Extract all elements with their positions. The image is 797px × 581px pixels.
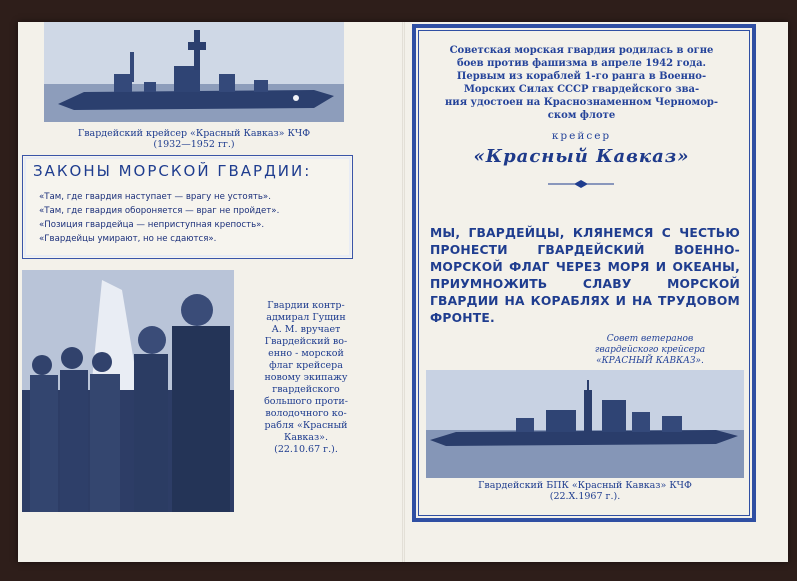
veterans-council-signature: Совет ветеранов гвардейского крейсера «КРАСНЫЙ КАВКАЗ».	[594, 334, 706, 366]
flag-ceremony-photo	[22, 270, 234, 512]
cruiser-photo	[44, 22, 344, 122]
guard-oath: МЫ, ГВАРДЕЙЦЫ, КЛЯНЕМСЯ С ЧЕСТЬЮ ПРОНЕСТИ ГВАРДЕЙСКИЙ ВОЕННО-МОРСКОЙ ФЛАГ ЧЕРЕЗ МОРЯ И ОКЕАНЫ, ПРИУМНОЖИТЬ СЛАВУ МОРСКОЙ ГВАРДИИ НА КОРАБЛЯХ И НА ТРУДОВОМ ФРОНТЕ.	[430, 226, 740, 325]
intro-text: Советская морская гвардия родилась в огне боев против фашизма в апреле 1942 года. Первым из кораблей 1-го ранга в Военно- Морских Силах СССР гвардейского зва- ния удостоен на Краснознаменном Черномор- ском флоте	[444, 45, 719, 121]
bpk-ship-caption: Гвардейский БПК «Красный Кавказ» КЧФ (22.X.1967 г.).	[478, 480, 692, 502]
ship-name-title: «Красный Кавказ»	[473, 146, 690, 167]
ship-type-label: крейсер	[551, 130, 612, 142]
law-item: «Позиция гвардейца — неприступная крепость».	[39, 220, 265, 230]
bpk-ship-photo	[426, 370, 744, 478]
laws-title: ЗАКОНЫ МОРСКОЙ ГВАРДИИ:	[33, 162, 312, 180]
law-item: «Там, где гвардия обороняется — враг не пройдет».	[39, 206, 280, 216]
laws-list	[39, 190, 349, 246]
flag-ceremony-illustration	[22, 270, 234, 512]
cruiser-illustration	[44, 22, 344, 122]
cruiser-photo-caption: Гвардейский крейсер «Красный Кавказ» КЧФ (1932—1952 гг.)	[77, 128, 311, 150]
guard-laws-box	[22, 155, 353, 259]
center-fold	[402, 22, 405, 562]
bpk-ship-illustration	[426, 370, 744, 478]
law-item: «Гвардейцы умирают, но не сдаются».	[39, 234, 217, 244]
flag-ceremony-caption: Гвардии контр- адмирал Гущин А. М. вручает Гвардейский во- енно - морской флаг крейсера новому экипажу гвардейского большого проти- володочного ко- рабля «Красный Кавказ». (22.10.67 г.).	[264, 300, 348, 455]
ornament-divider	[548, 180, 614, 188]
law-item: «Там, где гвардия наступает — врагу не устоять».	[39, 192, 271, 202]
